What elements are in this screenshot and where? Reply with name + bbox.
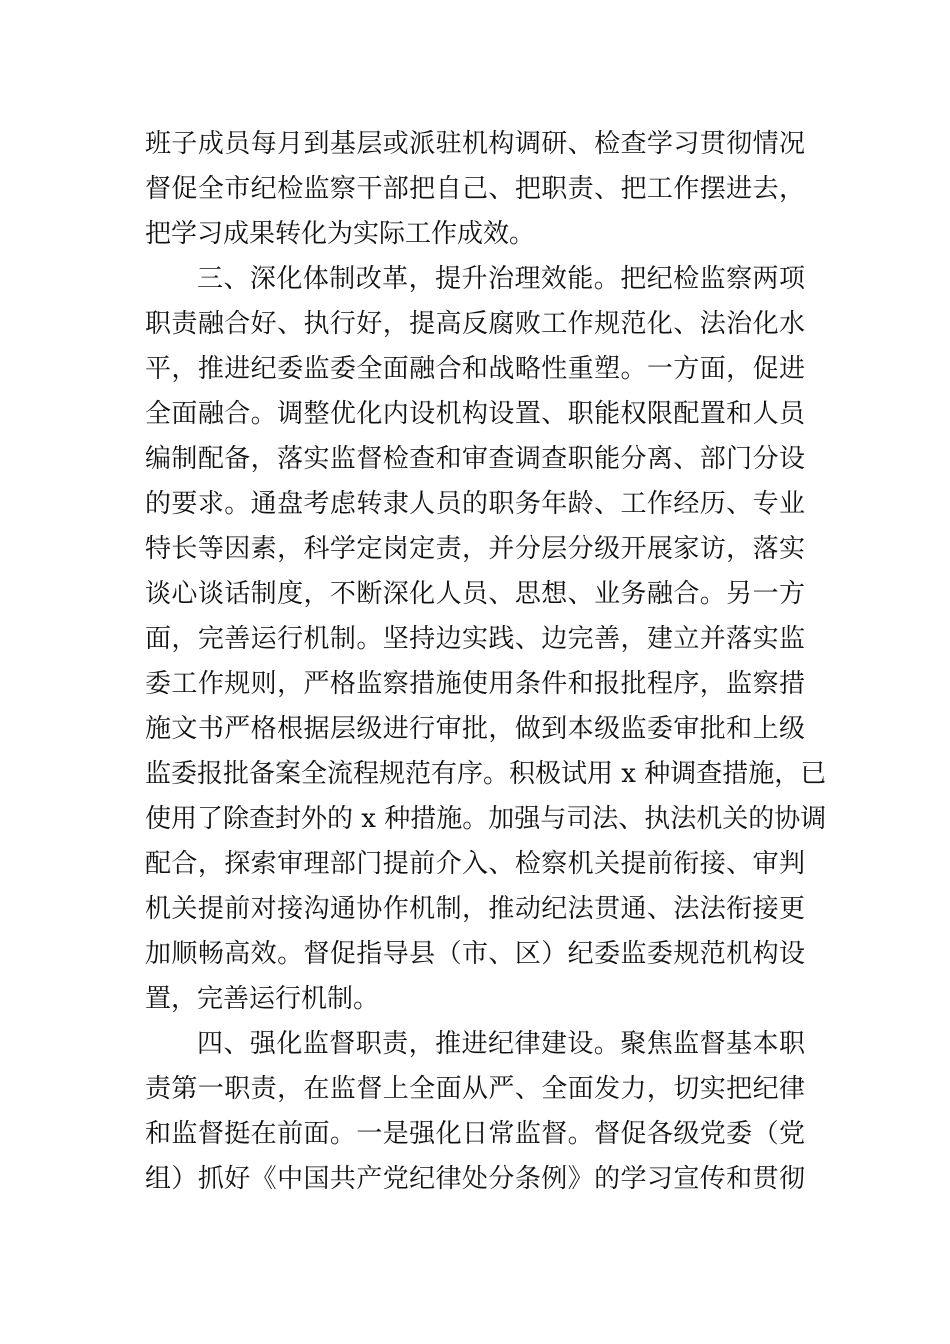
section-heading-line: 三、深化体制改革，提升治理效能。把纪检监察两项 (197, 264, 805, 294)
text-line: 组）抓好《中国共产党纪律处分条例》的学习宣传和贯彻 (145, 1164, 805, 1194)
text-line: 机关提前对接沟通协作机制，推动纪法贯通、法法衔接更 (145, 894, 805, 924)
text-line: 施文书严格根据层级进行审批，做到本级监委审批和上级 (145, 714, 805, 744)
text-line: 编制配备，落实监督检查和审查调查职能分离、部门分设 (145, 444, 805, 474)
text-line: 面，完善运行机制。坚持边实践、边完善，建立并落实监 (145, 624, 805, 654)
text-line: 委工作规则，严格监察措施使用条件和报批程序，监察措 (145, 669, 805, 699)
text-line: 置，完善运行机制。 (145, 984, 380, 1014)
text-line: 加顺畅高效。督促指导县（市、区）纪委监委规范机构设 (145, 939, 805, 969)
text-line: 平，推进纪委监委全面融合和战略性重塑。一方面，促进 (145, 354, 805, 384)
text-line: 配合，探索审理部门提前介入、检察机关提前衔接、审判 (145, 849, 805, 879)
text-line: 把学习成果转化为实际工作成效。 (145, 219, 536, 249)
text-line: 班子成员每月到基层或派驻机构调研、检查学习贯彻情况 (145, 129, 805, 159)
text-line: 谈心谈话制度，不断深化人员、思想、业务融合。另一方 (145, 579, 805, 609)
text-line: 职责融合好、执行好，提高反腐败工作规范化、法治化水 (145, 309, 805, 339)
text-line: 督促全市纪检监察干部把自己、把职责、把工作摆进去， (145, 174, 805, 204)
text-line: 全面融合。调整优化内设机构设置、职能权限配置和人员 (145, 399, 805, 429)
text-line: 的要求。通盘考虑转隶人员的职务年龄、工作经历、专业 (145, 489, 805, 519)
text-line: 使用了除查封外的 x 种措施。加强与司法、执法机关的协调 (145, 804, 827, 834)
section-heading-line: 四、强化监督职责，推进纪律建设。聚焦监督基本职 (197, 1029, 805, 1059)
text-line: 特长等因素，科学定岗定责，并分层分级开展家访，落实 (145, 534, 805, 564)
text-line: 和监督挺在前面。一是强化日常监督。督促各级党委（党 (145, 1119, 805, 1149)
text-line: 责第一职责，在监督上全面从严、全面发力，切实把纪律 (145, 1074, 805, 1104)
text-line: 监委报批备案全流程规范有序。积极试用 x 种调查措施，已 (145, 759, 827, 789)
